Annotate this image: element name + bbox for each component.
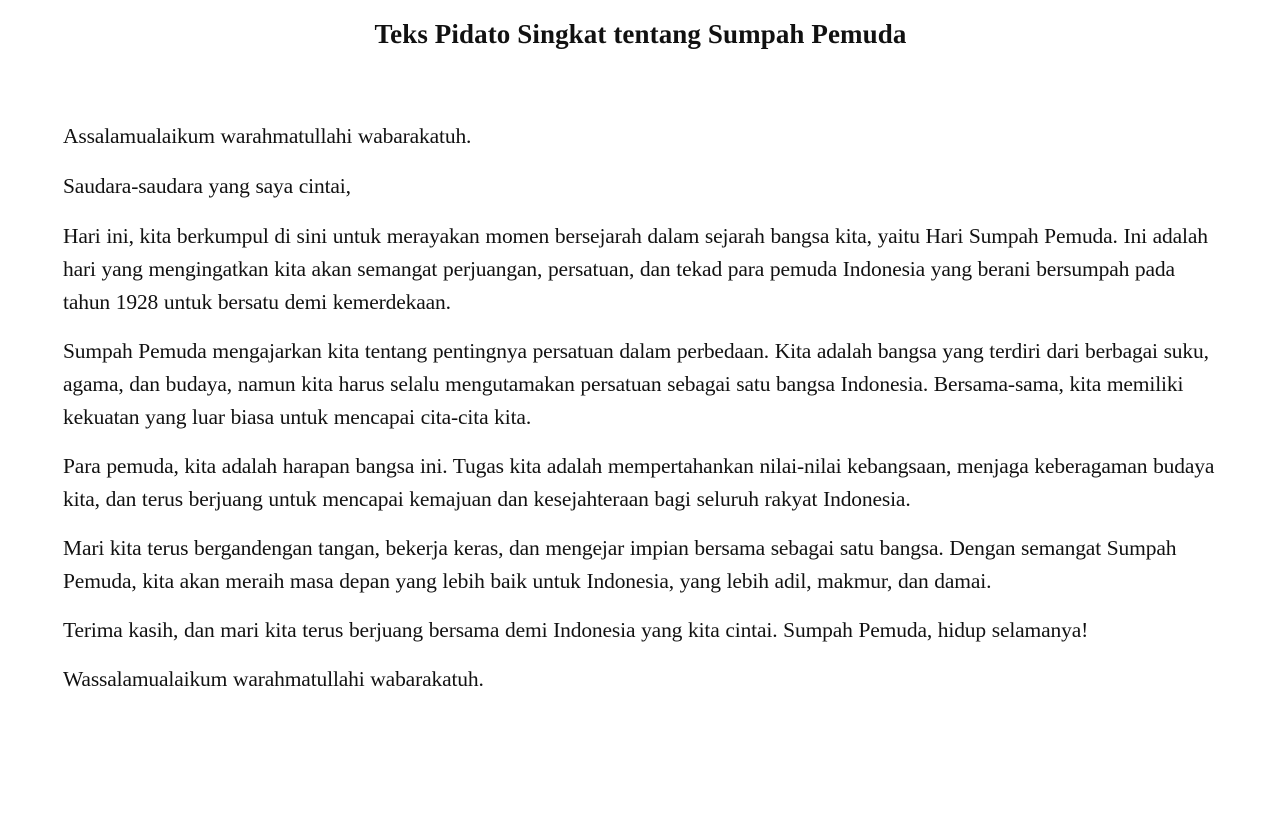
paragraph-closing-thanks: Terima kasih, dan mari kita terus berjuang bersama demi Indonesia yang kita cintai. Sumpah Pemuda, hidup selamanya! — [63, 618, 1089, 642]
speech-body — [63, 120, 1218, 696]
paragraph-call-to-action: Mari kita terus bergandengan tangan, bekerja keras, dan mengejar impian bersama sebagai satu bangsa. Dengan semangat Sumpah Pemuda, kita akan meraih masa depan yang lebih baik untuk Indonesia, yang lebih adil, makmur, dan damai. — [63, 536, 1177, 593]
opening-greeting: Assalamualaikum warahmatullahi wabarakatuh. — [63, 124, 472, 148]
paragraph-introduction: Hari ini, kita berkumpul di sini untuk merayakan momen bersejarah dalam sejarah bangsa kita, yaitu Hari Sumpah Pemuda. Ini adalah hari yang mengingatkan kita akan semangat perjuangan, persatuan, dan tekad para pemuda Indonesia yang berani bersumpah pada tahun 1928 untuk bersatu demi kemerdekaan. — [63, 224, 1208, 314]
closing-greeting: Wassalamualaikum warahmatullahi wabarakatuh. — [63, 667, 484, 691]
paragraph-youth-duty: Para pemuda, kita adalah harapan bangsa ini. Tugas kita adalah mempertahankan nilai-nilai kebangsaan, menjaga keberagaman budaya kita, dan terus berjuang untuk mencapai kemajuan dan kesejahteraan bagi seluruh rakyat Indonesia. — [63, 454, 1215, 511]
paragraph-unity: Sumpah Pemuda mengajarkan kita tentang pentingnya persatuan dalam perbedaan. Kita adalah bangsa yang terdiri dari berbagai suku, agama, dan budaya, namun kita harus selalu mengutamakan persatuan sebagai satu bangsa Indonesia. Bersama-sama, kita memiliki kekuatan yang luar biasa untuk mencapai cita-cita kita. — [63, 339, 1209, 429]
document-title: Teks Pidato Singkat tentang Sumpah Pemuda — [374, 19, 907, 49]
salutation: Saudara-saudara yang saya cintai, — [63, 174, 351, 198]
